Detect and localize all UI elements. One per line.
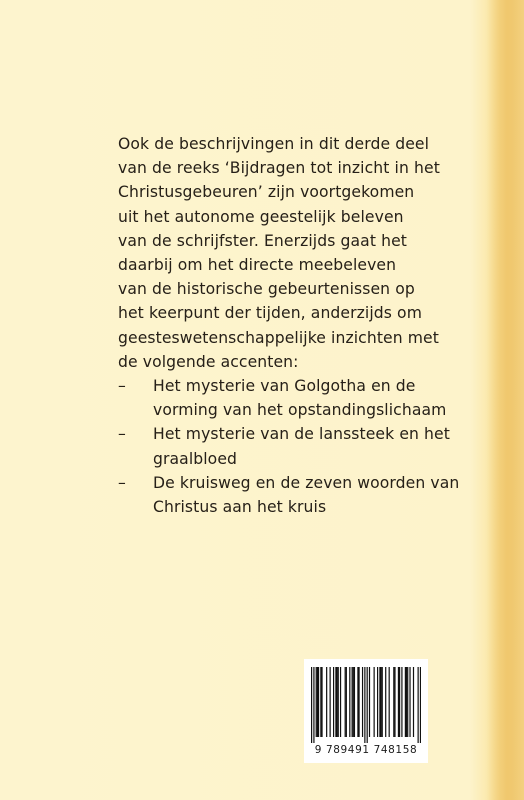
intro-line-4: uit het autonome geestelijk beleven	[118, 207, 404, 226]
barcode-bar	[379, 667, 380, 737]
intro-line-10: de volgende accenten:	[118, 352, 299, 371]
barcode-bar	[394, 667, 395, 737]
barcode-bar	[340, 667, 341, 737]
accent-list	[118, 374, 458, 519]
barcode-bar	[374, 667, 375, 737]
barcode-bar	[405, 667, 406, 737]
barcode-bar	[358, 667, 359, 737]
barcode-bar	[369, 667, 370, 737]
barcode-bars	[311, 667, 421, 743]
barcode-bar	[398, 667, 399, 737]
barcode-bar	[349, 667, 350, 737]
barcode-bar	[326, 667, 327, 737]
barcode-bar	[399, 667, 400, 737]
barcode-bar	[407, 667, 408, 737]
intro-line-6: daarbij om het directe meebeleven	[118, 256, 397, 275]
isbn-barcode	[304, 659, 428, 763]
barcode-bar	[333, 667, 334, 737]
barcode-bar	[352, 667, 353, 737]
barcode-bar	[364, 667, 365, 743]
barcode-bar	[409, 667, 410, 737]
barcode-bar	[336, 667, 337, 737]
accent-item-golgotha	[118, 374, 458, 422]
intro-line-5: van de schrijfster. Enerzijds gaat het	[118, 231, 407, 250]
barcode-bar	[330, 667, 331, 737]
barcode-bar	[320, 667, 321, 737]
intro-line-1: Ook de beschrijvingen in dit derde deel	[118, 135, 430, 153]
accent-item-line: graalbloed	[153, 449, 238, 468]
barcode-bar	[316, 667, 317, 737]
barcode-bar	[418, 667, 419, 743]
accent-item-lanssteek	[118, 422, 458, 470]
accent-item-kruisweg	[118, 471, 458, 519]
barcode-bar	[367, 667, 368, 743]
barcode-bar	[380, 667, 381, 737]
barcode-bar	[382, 667, 383, 737]
intro-line-3: Christusgebeuren’ zijn voortgekomen	[118, 183, 415, 202]
barcode-bar	[401, 667, 402, 737]
barcode-bar	[420, 667, 421, 743]
barcode-bar	[335, 667, 336, 737]
barcode-bar	[385, 667, 386, 737]
barcode-bar	[389, 667, 390, 737]
barcode-bar	[318, 667, 319, 737]
barcode-bar	[313, 667, 314, 743]
accent-item-line: Christus aan het kruis	[153, 498, 327, 517]
intro-line-8: het keerpunt der tijden, anderzijds om	[118, 304, 422, 323]
dash-marker: –	[118, 377, 126, 396]
intro-line-7: van de historische gebeurtenissen op	[118, 280, 415, 299]
barcode-bar	[321, 667, 322, 737]
intro-line-9: geesteswetenschappelijke inzichten met	[118, 328, 439, 347]
barcode-bar	[357, 667, 358, 737]
barcode-bar	[413, 667, 414, 737]
barcode-bar	[377, 667, 378, 737]
accent-item-line: vorming van het opstandingslichaam	[153, 401, 447, 420]
intro-line-2: van de reeks ‘Bijdragen tot inzicht in het	[118, 159, 440, 178]
isbn-number: 9 789491 748158	[314, 744, 418, 756]
accent-item-line: Het mysterie van Golgotha en de	[153, 377, 416, 396]
barcode-bar	[353, 667, 354, 737]
dash-marker: –	[118, 425, 126, 444]
barcode-bar	[311, 667, 312, 743]
barcode-bar	[338, 667, 339, 737]
barcode-bar	[393, 667, 394, 737]
barcode-bar	[406, 667, 407, 737]
barcode-bar	[362, 667, 363, 737]
back-cover-text	[118, 132, 458, 519]
barcode-bar	[345, 667, 346, 737]
barcode-bar	[354, 667, 355, 737]
accent-item-line: De kruisweg en de zeven woorden van	[153, 473, 460, 492]
barcode-bar	[346, 667, 347, 737]
dash-marker: –	[118, 473, 126, 492]
barcode-bar	[317, 667, 318, 737]
spine-edge	[486, 0, 524, 800]
accent-item-line: Het mysterie van de lanssteek en het	[153, 425, 450, 444]
